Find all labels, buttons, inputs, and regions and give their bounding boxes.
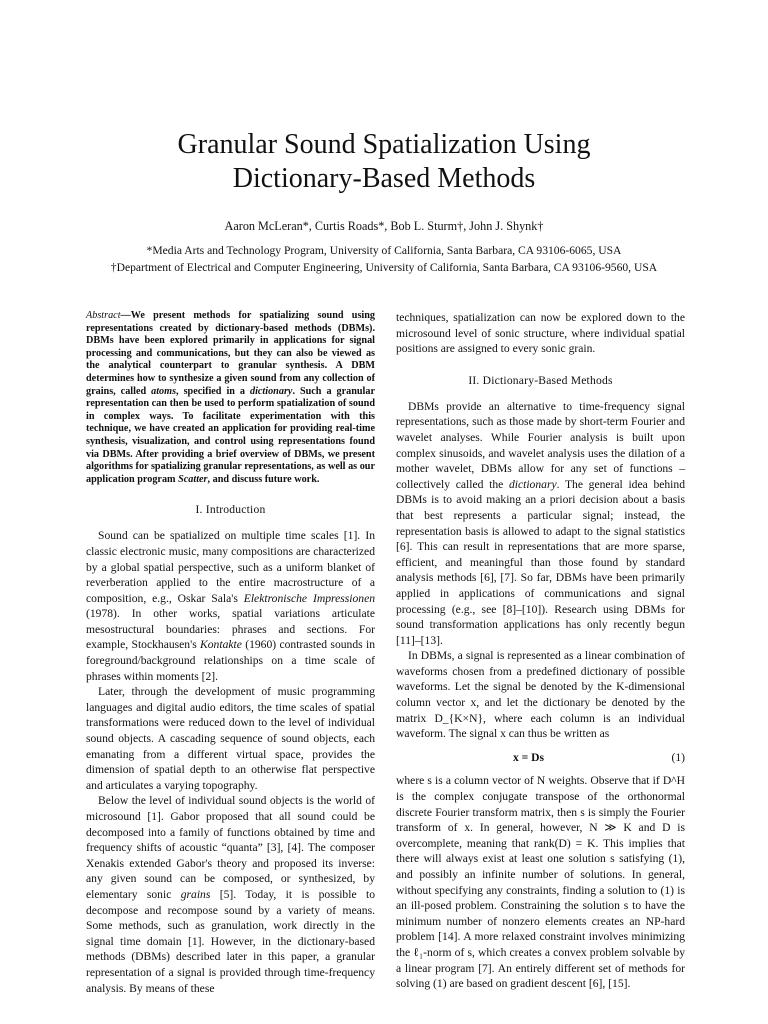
intro-paragraph-2: Later, through the development of music programming languages and digital audio editors, the time scales of spatial transformations were reduced down to the level of individual sound objects. A cascading sequence of sound objects, each emanating from a different virtual space, provides the dimension of spatial depth to an otherwise flat perspective and articulates a varying topography.	[86, 685, 375, 792]
dbm-paragraph-2: In DBMs, a signal is represented as a linear combination of waveforms chosen from a predefined dictionary of possible waveforms. Let the signal be denoted by the K-dimensional column vector x, and let the dictionary be denoted by the matrix D_{K×N}, where each column is an individual waveform. The signal x can thus be written as	[396, 649, 685, 741]
author-list: Aaron McLeran*, Curtis Roads*, Bob L. Sturm†, John J. Shynk†	[224, 219, 544, 233]
abstract-text-1: We present methods for spatializing sound using representations created by dictionary-based methods (DBMs). DBMs have been explored primarily in applications for signal processing and communications, but they can also be viewed as the analytical counterpart to granular synthesis. A DBM determines how to synthesize a given sound from any collection of grains, called	[86, 310, 375, 397]
intro-p1-text-b: (1978). In other works, spatial variations articulate mesostructural boundaries: phrases and sections. For example, Stockhausen's	[86, 607, 375, 652]
abstract-lead: Abstract	[86, 310, 121, 321]
intro-p3-text-b: [5]. Today, it is possible to decompose and recompose sound by a variety of means. Some methods, such as granulation, work directly in the signal time domain [1]. However, in the dictionary-based methods (DBMs) described later in this paper, a granular representation of a signal is provided through time-frequency analysis. By means of these	[86, 887, 375, 995]
abstract-text-3: . Such a granular representation can then be used to perform spatialization of sound in complex ways. To facilitate experimentation with this technique, we have created an application for providing real-time synthesis, visualization, and control using representations found via DBMs. After providing a brief overview of DBMs, we present algorithms for spatializing granular representations, as well as our application program	[86, 385, 375, 485]
abstract-em-dictionary: dictionary	[249, 385, 293, 397]
abstract-em-atoms: atoms	[151, 385, 177, 397]
abstract-dash: —	[120, 310, 131, 321]
section-heading-dbm: II. Dictionary-Based Methods	[468, 373, 613, 387]
intro-p3-text-a: Below the level of individual sound objects is the world of microsound [1]. Gabor proposed that all sound could be decomposed into a family of functions obtained by time and frequency shifts of acoustic “quanta” [3], [4]. The composer Xenakis extended Gabor's theory and proposed its inverse: any given sound can be composed, or synthesized, by elementary sonic	[86, 794, 375, 901]
abstract-text-2: , specified in a	[176, 385, 250, 397]
affiliation-1: *Media Arts and Technology Program, University of California, Santa Barbara, CA 93106-6065, USA	[146, 244, 622, 257]
intro-p1-text-c: (1960) contrasted sounds in foreground/background relationships on a time scale of phrases within moments [2].	[86, 638, 375, 683]
dbm-paragraph-3: where s is a column vector of N weights. Observe that if D^H is the complex conjugate transpose of the orthonormal discrete Fourier transform matrix, then s is simply the Fourier transform of x. In general, however, N ≫ K and D is overcomplete, meaning that rank(D) = K. This implies that there will always exist at least one solution s satisfying (1), and possibly an infinite number of solutions. In general, without specifying any constraints, finding a solution to (1) is an ill-posed problem. Constraining the solution s to have the minimum number of nonzero elements creates an NP-hard problem [14]. A more relaxed constraint involves minimizing the ℓ₁-norm of s, which creates a convex problem solvable by a linear program [7]. An entirely different set of methods for solving (1) are based on gradient descent [6], [15].	[396, 774, 685, 991]
intro-p1-em-title: Elektronische Impressionen	[243, 591, 376, 605]
intro-p1-text-a: Sound can be spatialized on multiple time scales [1]. In classic electronic music, many compositions are characterized by a global spatial perspective, such as a uniform blanket of reverberation applied to the entire macrostructure of a composition, e.g., Oskar Sala's	[86, 529, 375, 605]
intro-paragraph-3	[86, 793, 375, 996]
right-column	[396, 310, 685, 992]
equation-number: (1)	[671, 750, 685, 764]
paper-title	[40, 128, 728, 196]
equation-body: x = Ds	[512, 750, 545, 764]
equation-1	[396, 750, 685, 766]
left-column	[86, 310, 375, 996]
abstract-text-4: , and discuss future work.	[207, 473, 320, 485]
intro-paragraph-1	[86, 528, 375, 684]
section-heading-introduction: I. Introduction	[195, 503, 266, 517]
affiliation-2: †Department of Electrical and Computer Engineering, University of California, Santa Barbara, CA 93106-9560, USA	[110, 261, 658, 274]
dbm-p1-text-a: DBMs provide an alternative to time-frequency signal representations, such as those made by short-term Fourier and wavelet analyses. While Fourier analysis is built upon complex sinusoids, and wavelet analysis uses the dilation of a mother wavelet, DBMs allow for any set of functions – collectively called the	[396, 399, 685, 491]
dbm-p1-em-dictionary: dictionary	[508, 477, 557, 491]
abstract	[86, 310, 375, 486]
title-line-1: Granular Sound Spatialization Using	[177, 129, 591, 160]
dbm-p1-text-b: . The general idea behind DBMs is to avoid making an a priori decision about a basis that best represents a particular signal; instead, the representation basis is allowed to adapt to the signal statistics [6]. This can result in representations that are more sparse, efficient, and meaningful than those found by standard analysis methods [6], [7]. So far, DBMs have been primarily applied in applications of communications and signal processing (e.g., see [8]–[10]). Research using DBMs for sound transformation applications has only recently begun [11]–[13].	[396, 477, 685, 647]
intro-p1-em-kontakte: Kontakte	[200, 638, 242, 652]
intro-p3-em-grains: grains	[180, 887, 211, 901]
intro-continuation: techniques, spatialization can now be explored down to the microsound level of sonic structure, where individual spatial positions are assigned to every sonic grain.	[396, 311, 685, 356]
title-line-2: Dictionary-Based Methods	[232, 163, 536, 194]
dbm-paragraph-1	[396, 399, 685, 649]
abstract-em-scatter: Scatter	[178, 473, 208, 485]
